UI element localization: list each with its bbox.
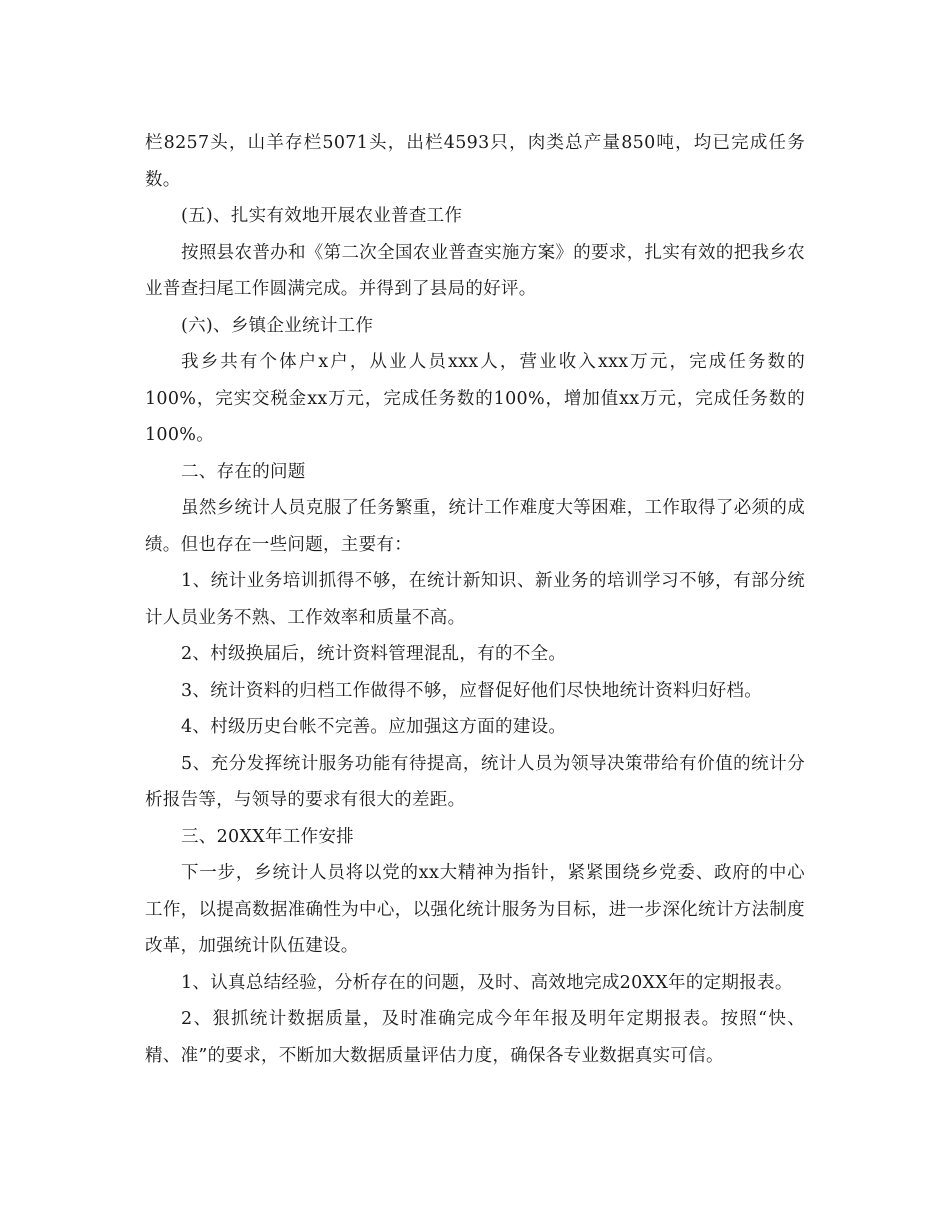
heading-township-enterprise: (六)、乡镇企业统计工作 <box>181 315 374 336</box>
heading-work-plan: 三、20XX年工作安排 <box>181 826 354 847</box>
plan-item-1: 1、认真总结经验，分析存在的问题，及时、高效地完成20XX年的定期报表。 <box>181 972 793 993</box>
heading-agri-census: (五)、扎实有效地开展农业普查工作 <box>181 206 463 226</box>
paragraph-problems-intro: 虽然乡统计人员克服了任务繁重，统计工作难度大等困难，工作取得了必须的成绩。但也存在一些问题，主要有： <box>145 498 805 555</box>
plan-item-2: 2、狠抓统计数据质量，及时准确完成今年年报及明年定期报表。按照“快、精、准”的要求，不断加大数据质量评估力度，确保各专业数据真实可信。 <box>145 1009 805 1066</box>
problem-item-5: 5、充分发挥统计服务功能有待提高，统计人员为领导决策带给有价值的统计分析报告等，与领导的要求有很大的差距。 <box>145 753 805 810</box>
paragraph-livestock-continued: 栏8257头，山羊存栏5071头，出栏4593只，肉类总产量850吨，均已完成任务数。 <box>145 133 805 190</box>
problem-item-4: 4、村级历史台帐不完善。应加强这方面的建设。 <box>181 717 567 737</box>
heading-existing-problems: 二、存在的问题 <box>181 461 306 482</box>
paragraph-work-plan-intro: 下一步，乡统计人员将以党的xx大精神为指针，紧紧围绕乡党委、政府的中心工作，以提高数据准确性为中心，以强化统计服务为目标，进一步深化统计方法制度改革，加强统计队伍建设。 <box>145 863 805 956</box>
paragraph-agri-census: 按照县农普办和《第二次全国农业普查实施方案》的要求，扎实有效的把我乡农业普查扫尾工作圆满完成。并得到了县局的好评。 <box>145 242 805 299</box>
problem-item-1: 1、统计业务培训抓得不够，在统计新知识、新业务的培训学习不够，有部分统计人员业务不熟、工作效率和质量不高。 <box>145 571 805 628</box>
problem-item-3: 3、统计资料的归档工作做得不够，应督促好他们尽快地统计资料归好档。 <box>181 680 763 701</box>
document-body <box>145 125 805 1074</box>
problem-item-2: 2、村级换届后，统计资料管理混乱，有的不全。 <box>181 644 567 664</box>
paragraph-township-enterprise: 我乡共有个体户x户，从业人员xxx人，营业收入xxx万元，完成任务数的100%，完实交税金xx万元，完成任务数的100%，增加值xx万元，完成任务数的100%。 <box>145 352 805 445</box>
